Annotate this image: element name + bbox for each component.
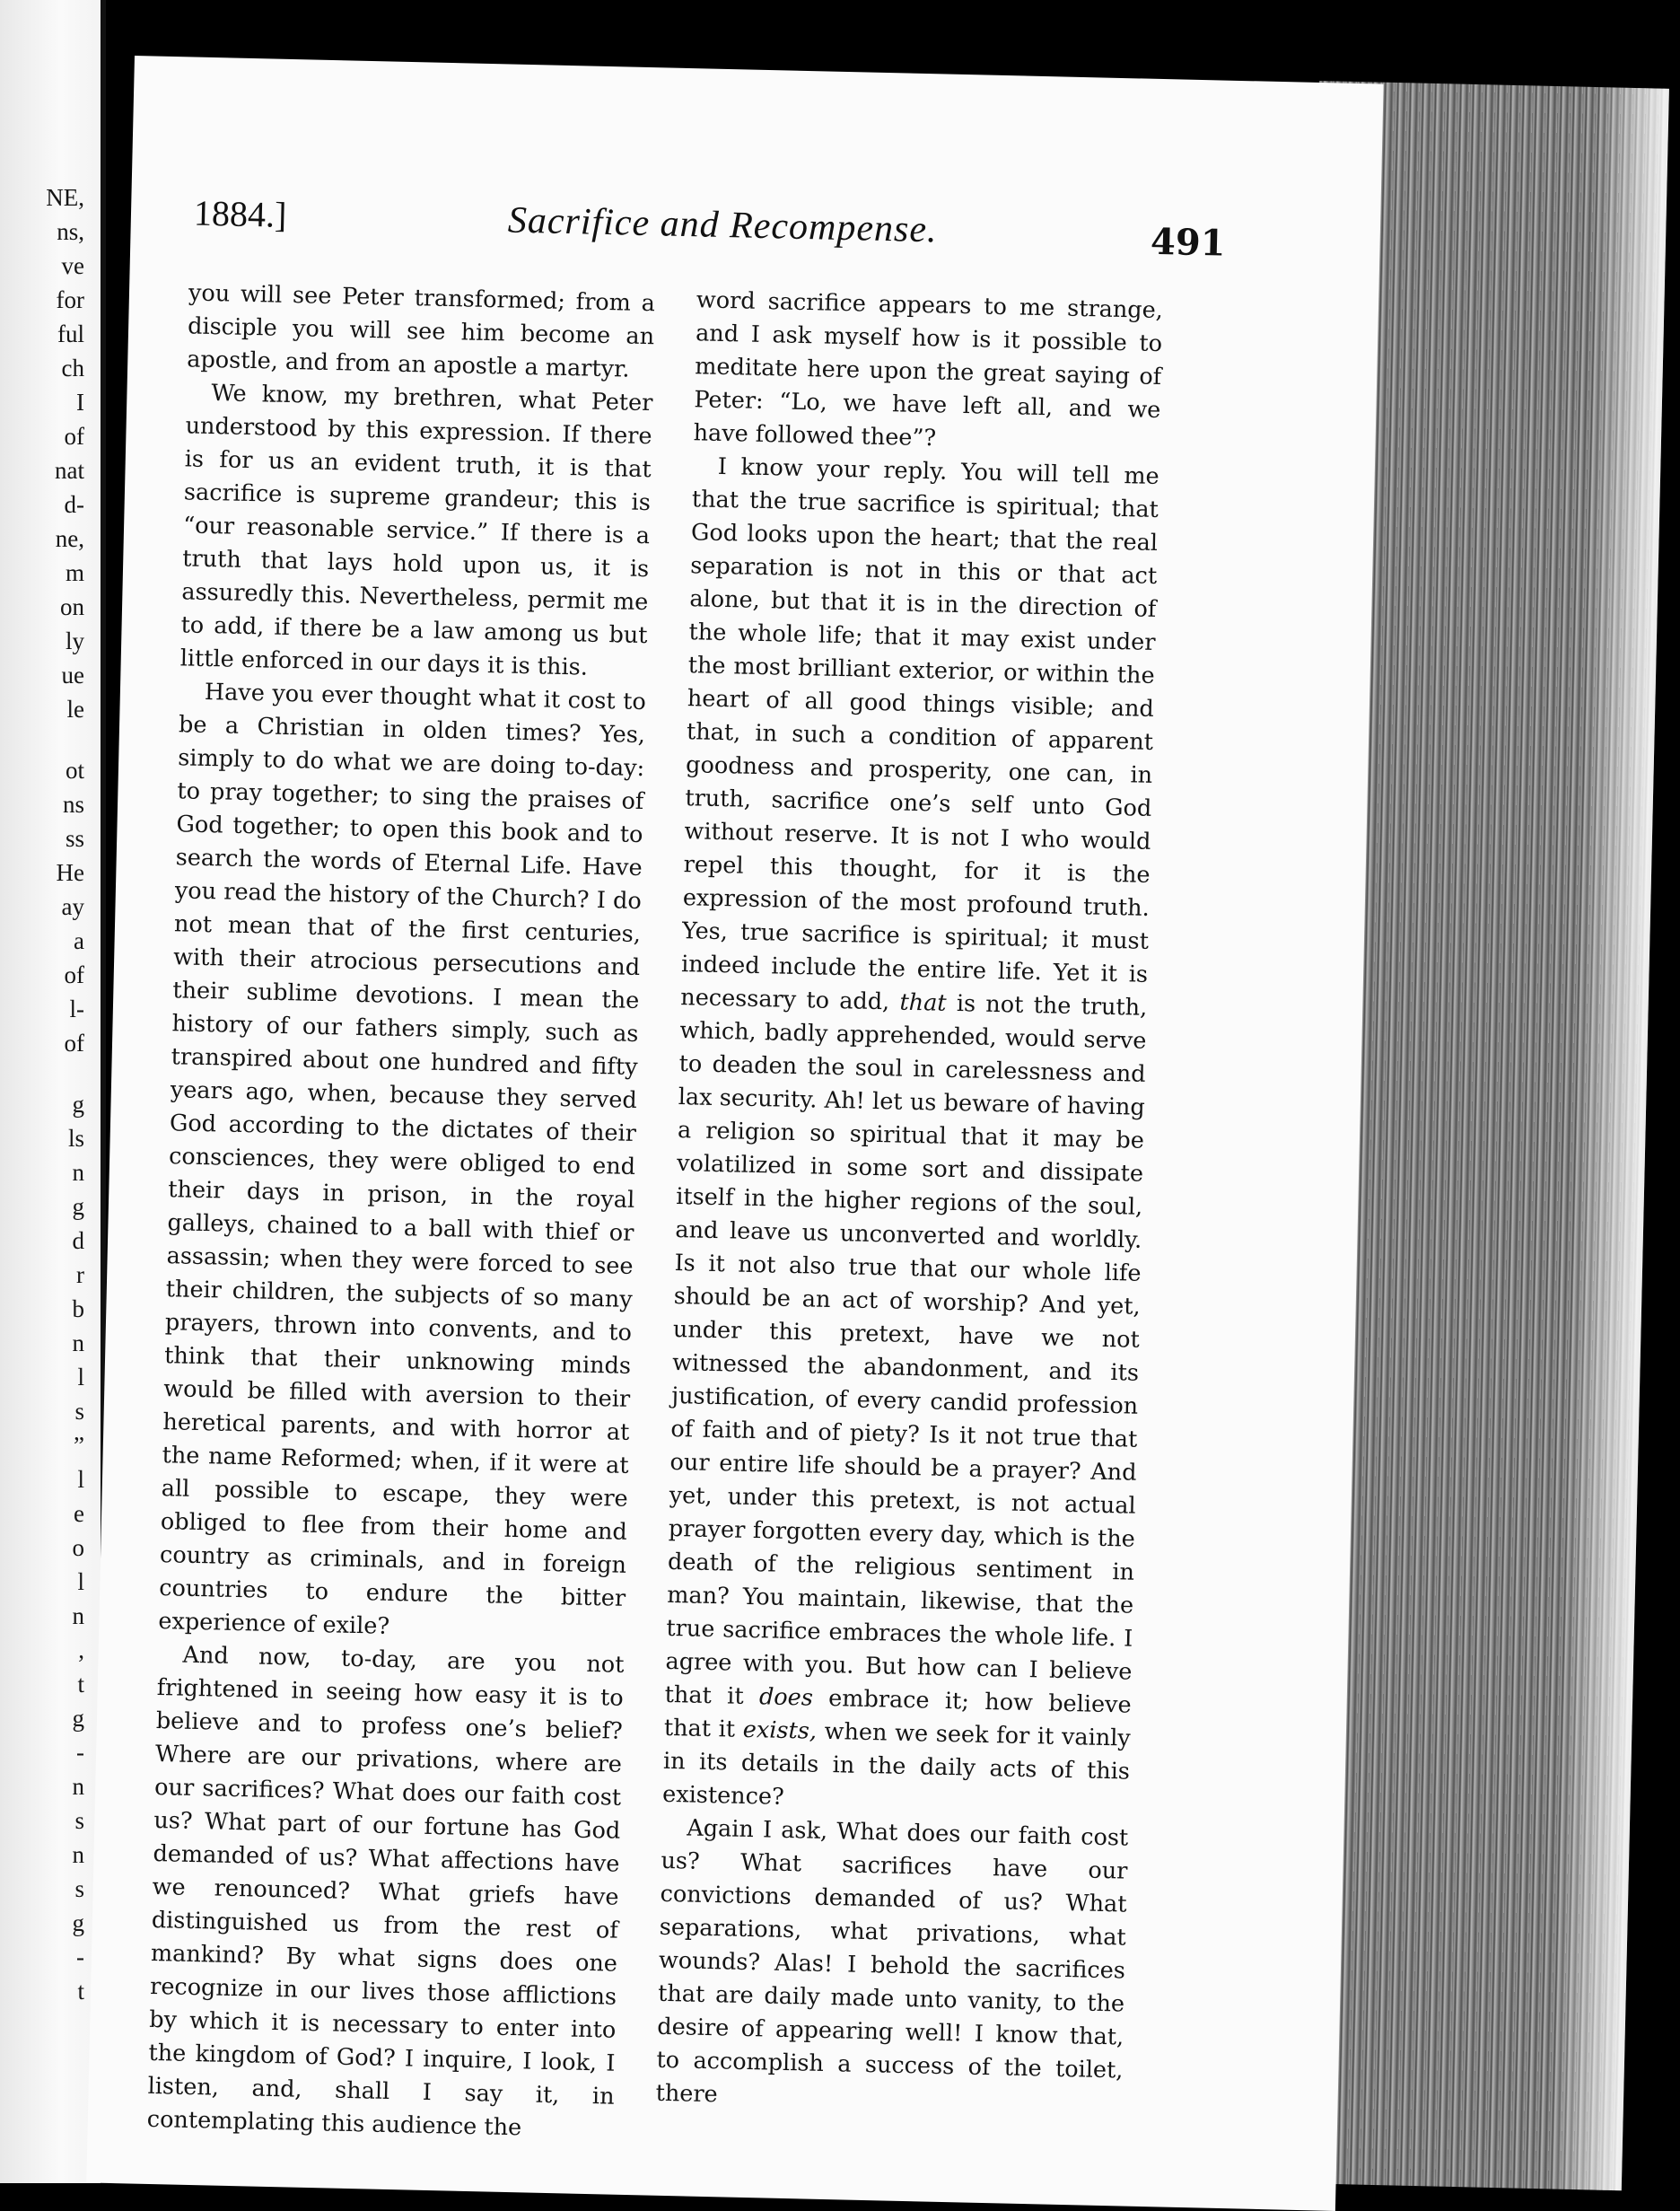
text-run: I know your reply. You will tell me that the true sacrifice is spiritual; that God looks upon the heart; that the real separation is not in this or that act alone, but that it is in the direction of the whole life; that it may exist under the most brilliant exterior, or within the heart of all good things visible; and that, in such a condition of apparent goodness and prosperity, one can, in truth, sacrifice one’s self unto God without reserve. It is not I who would repel this thought, for it is the expression of the most profound truth. Yes, true sacrifice is spiritual; it must indeed include the entire life. Yet it is necessary to add, (680, 452, 1159, 1016)
facing-page-fragment: l (77, 1568, 84, 1595)
facing-page-fragment: n (72, 1159, 84, 1186)
facing-page-fragment: - (76, 1943, 84, 1970)
emphasis: that (899, 988, 947, 1017)
facing-page-fragment: n (72, 1602, 84, 1629)
emphasis: does (758, 1683, 814, 1712)
emphasis: exists, (742, 1715, 818, 1745)
facing-page-fragment: r (76, 1261, 84, 1288)
facing-page-fragment: of (64, 961, 84, 988)
page-number: 491 (1150, 220, 1227, 265)
facing-page-fragment: e (74, 1500, 84, 1527)
facing-page-fragment: o (72, 1534, 84, 1561)
paragraph: Again I ask, What does our faith cost us? What sacrifices have our convictions demanded of us? What separations, what privations, what wounds? Alas! I behold the sacrifices that are daily made unto vanity, to the desire of appearing well! I know that, to accomplish a success of the toilet, there (655, 1814, 1129, 2109)
facing-page-fragment: ay (61, 893, 84, 920)
facing-page-fragment: l- (69, 996, 84, 1022)
facing-page-fragment: of (64, 423, 84, 450)
facing-page-fragment: ly (65, 627, 84, 654)
facing-page-fragment: n (72, 1841, 84, 1868)
facing-page-fragment: ls (67, 1125, 84, 1152)
paragraph (662, 450, 1159, 1821)
facing-page-fragment: n (72, 1773, 84, 1800)
facing-page-fragment: m (65, 559, 84, 586)
facing-page-fragment: , (78, 1636, 84, 1663)
facing-page-fragment: - (76, 1739, 84, 1766)
facing-page-fragment: l (77, 1364, 84, 1391)
facing-page-fragment: ns, (57, 218, 84, 245)
facing-page-fragment: ne, (55, 525, 84, 552)
facing-page-fragment: d- (64, 491, 84, 518)
facing-page-fragment: s (74, 1398, 84, 1425)
running-head-year: 1884.] (193, 192, 287, 235)
facing-page-fragment: ch (61, 355, 84, 382)
facing-page-fragment: g (72, 1909, 84, 1936)
text-run: is not the truth, which, badly apprehended, would serve to deaden the soul in carelessness and lax security. Ah! let us beware of having a religion so spiritual that it may be volatilized in some sort and dissipate itself in the higher regions of the soul, and leave us unconverted and worldly. Is it not also true that our whole life should be an act of worship? And yet, under this pretext, have we not witnessed the abandonment, and its justification, of every candid profession of faith and of piety? Is it not true that our entire life should be a prayer? And yet, under this pretext, is not actual prayer forgotten every day, which is the death of the religious sentiment in man? You maintain, likewise, that the true sacrifice embraces the whole life. I agree with you. But how can I believe that it (664, 990, 1148, 1710)
book-page (86, 56, 1383, 2211)
facing-page-fragment: He (56, 859, 84, 886)
facing-page-fragment: l (77, 1466, 84, 1493)
running-head-title: Sacrifice and Recompense. (507, 199, 939, 251)
facing-page-fragment: t (77, 1671, 84, 1698)
facing-page-fragment: for (56, 286, 84, 313)
facing-page-fragment: s (74, 1807, 84, 1834)
facing-page-fragment: ful (57, 320, 84, 347)
text-column-left (146, 276, 655, 2146)
text-column-right (655, 284, 1163, 2120)
paragraph: Have you ever thought what it cost to be a Christian in olden times? Yes, simply to do what we are doing to-day: to pray together; to sing the praises of God together; to open this book and to search the words of Eternal Life. Have you read the history of the Church? I do not mean that of the first centuries, with their atrocious persecutions and their sublime devotions. I mean the history of our fathers simply, such as transpired about one hundred and fifty years ago, when, because they served God according to the dictates of their consciences, they were obliged to end their days in prison, in the royal galleys, chained to a ball with thief or assassin; when they were forced to see their children, the subjects of so many prayers, thrown into convents, and to think that their unknowing minds would be filled with aversion to their heretical parents, and with horror at the name Reformed; when, if it were at all possible to escape, they were obliged to flee from their home and country as criminals, and in foreign countries to endure the bitter experience of exile? (158, 678, 647, 1640)
paragraph: word sacrifice appears to me strange, and I ask myself how is it possible to meditate here upon the great saying of Peter: “Lo, we have left all, and we have followed thee”? (693, 286, 1164, 452)
facing-page-edge (0, 0, 106, 2183)
facing-page-fragment: ss (65, 825, 84, 852)
facing-page-fragment: of (64, 1030, 84, 1057)
running-head (193, 192, 1226, 278)
facing-page-fragment: ns (62, 791, 84, 818)
facing-page-fragment: ot (65, 757, 84, 784)
paragraph: And now, to-day, are you not frightened in seeing how easy it is to believe and to profess one’s belief? Where are our privations, where are our sacrifices? What does our faith cost us? What part of our fortune has God demanded of us? What affections have we renounced? What griefs have distinguished us from the rest of mankind? By what signs does one recognize in our lives those afflictions by which it is necessary to enter into the kingdom of God? I inquire, I look, I listen, and, shall I say it, in contemplating this audience the (146, 1641, 625, 2142)
facing-page-fragment: ue (61, 662, 84, 689)
text-run: when we seek for it vainly in its details in the daily acts of this existence? (661, 1717, 1132, 1811)
facing-page-fragment: I (76, 389, 84, 416)
facing-page-fragment: n (72, 1329, 84, 1356)
facing-page-fragment: g (72, 1705, 84, 1732)
facing-page-fragment: s (74, 1875, 84, 1902)
paragraph: We know, my brethren, what Peter understood by this expression. If there is for us an evident truth, it is that sacrifice is supreme grandeur; this is “our reasonable service.” If there is a truth that lays hold upon us, it is assuredly this. Nevertheless, permit me to add, if there be a law among us but little enforced in our days it is this. (179, 380, 653, 681)
facing-page-fragment: a (74, 927, 84, 954)
facing-page-fragment: ve (61, 252, 84, 279)
facing-page-fragment: nat (55, 457, 84, 484)
paragraph: you will see Peter transformed; from a disciple you will see him become an apostle, and from an apostle a martyr. (186, 279, 656, 383)
facing-page-fragment: d (72, 1227, 84, 1254)
facing-page-fragment: b (72, 1295, 84, 1322)
text-run: embrace it; how believe that it (663, 1685, 1132, 1743)
facing-page-fragment: NE, (46, 184, 84, 211)
facing-page-fragment: g (72, 1091, 84, 1118)
facing-page-fragment: on (60, 593, 84, 620)
facing-page-fragment: g (72, 1193, 84, 1220)
facing-page-fragment: t (77, 1978, 84, 2005)
facing-page-fragment: ” (74, 1432, 84, 1459)
facing-page-fragment: le (66, 696, 84, 723)
